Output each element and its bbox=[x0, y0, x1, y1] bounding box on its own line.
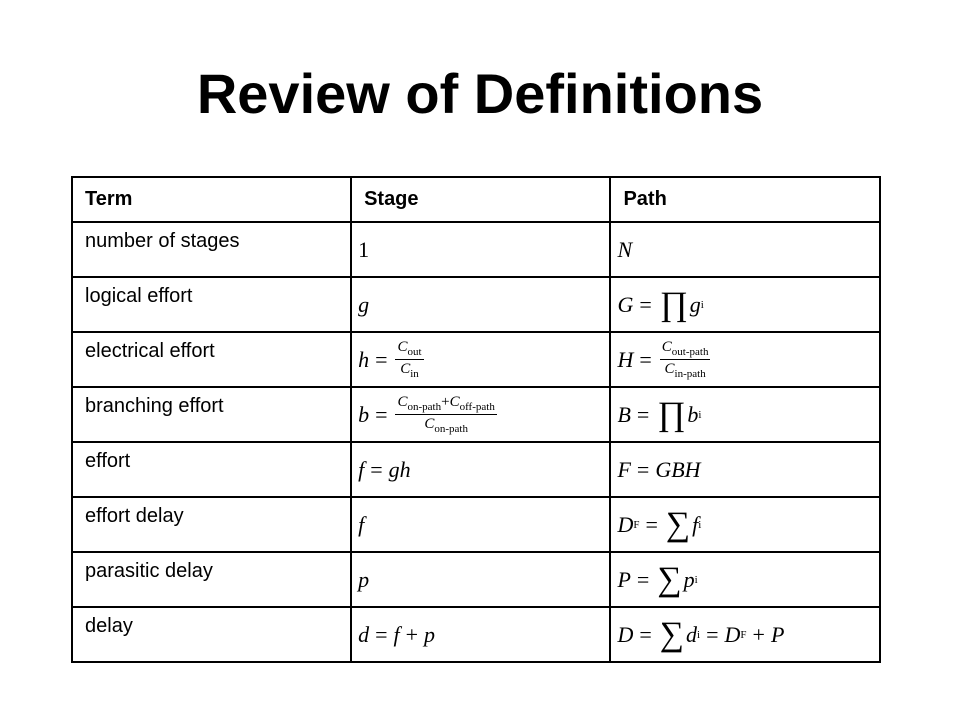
term-label: delay bbox=[85, 615, 133, 637]
stage-lhs: b bbox=[358, 401, 370, 427]
stage-value: f bbox=[358, 511, 365, 537]
header-path: Path bbox=[610, 177, 880, 222]
term-cell bbox=[72, 222, 351, 277]
stage-formula bbox=[351, 442, 610, 497]
path-sub: i bbox=[698, 408, 702, 421]
stage-formula bbox=[351, 277, 610, 332]
header-stage: Stage bbox=[351, 177, 610, 222]
fraction bbox=[660, 339, 711, 380]
term-label: branching effort bbox=[85, 395, 224, 417]
stage-value: 1 bbox=[358, 236, 370, 262]
stage-formula bbox=[351, 387, 610, 442]
stage-term: p bbox=[424, 621, 436, 647]
subscript: out bbox=[407, 346, 422, 358]
subscript: in-path bbox=[674, 368, 706, 380]
stage-value: g bbox=[358, 291, 370, 317]
term-cell bbox=[72, 332, 351, 387]
table-row bbox=[72, 332, 880, 387]
equals-sign: = bbox=[706, 621, 719, 647]
path-lhs: G bbox=[617, 291, 634, 317]
plus-sign: + bbox=[752, 621, 765, 647]
fraction bbox=[395, 339, 423, 380]
stage-formula bbox=[351, 332, 610, 387]
term-cell bbox=[72, 387, 351, 442]
product-symbol: ∏ bbox=[659, 285, 688, 323]
symbol: C bbox=[449, 394, 460, 410]
equals-sign: = bbox=[375, 401, 388, 427]
stage-lhs: h bbox=[358, 346, 370, 372]
subscript: off-path bbox=[459, 401, 495, 413]
page-title: Review of Definitions bbox=[196, 62, 764, 125]
stage-formula bbox=[351, 497, 610, 552]
term-label: parasitic delay bbox=[85, 560, 213, 582]
stage-formula bbox=[351, 552, 610, 607]
path-value: N bbox=[617, 236, 633, 262]
symbol: C bbox=[400, 361, 411, 377]
symbol: C bbox=[664, 361, 675, 377]
numerator bbox=[395, 394, 496, 415]
path-sub: i bbox=[697, 628, 701, 641]
table-row bbox=[72, 222, 880, 277]
equals-sign: = bbox=[639, 291, 652, 317]
term-label: logical effort bbox=[85, 285, 193, 307]
path-end: P bbox=[770, 621, 785, 647]
path-var: b bbox=[687, 401, 699, 427]
term-cell bbox=[72, 497, 351, 552]
header-term: Term bbox=[72, 177, 351, 222]
path-sub: i bbox=[700, 298, 704, 311]
path-rhs: GBH bbox=[655, 456, 701, 482]
table-row bbox=[72, 277, 880, 332]
table-row bbox=[72, 442, 880, 497]
path-formula bbox=[610, 222, 880, 277]
term-cell bbox=[72, 277, 351, 332]
numerator bbox=[395, 339, 423, 360]
path-sub: i bbox=[698, 518, 702, 531]
denominator bbox=[663, 360, 708, 380]
subscript: out-path bbox=[671, 346, 709, 358]
path-lhs: H bbox=[617, 346, 634, 372]
path-mid: D bbox=[724, 621, 741, 647]
denominator bbox=[398, 360, 421, 380]
term-label: number of stages bbox=[85, 230, 240, 252]
path-formula bbox=[610, 497, 880, 552]
path-lhs: F bbox=[617, 456, 631, 482]
symbol: C bbox=[424, 416, 435, 432]
equals-sign: = bbox=[639, 621, 652, 647]
sum-symbol: ∑ bbox=[657, 560, 682, 598]
stage-value: p bbox=[358, 566, 370, 592]
term-cell bbox=[72, 442, 351, 497]
plus-sign: + bbox=[405, 621, 419, 647]
plus-sign: + bbox=[441, 394, 450, 410]
path-formula bbox=[610, 332, 880, 387]
stage-formula bbox=[351, 607, 610, 662]
stage-formula bbox=[351, 222, 610, 277]
path-formula bbox=[610, 277, 880, 332]
equals-sign: = bbox=[375, 346, 388, 372]
stage-lhs: d bbox=[358, 621, 370, 647]
stage-term: f bbox=[393, 621, 400, 647]
path-var: d bbox=[686, 621, 698, 647]
subscript: on-path bbox=[434, 423, 468, 435]
stage-lhs: f bbox=[358, 456, 365, 482]
symbol: C bbox=[661, 339, 672, 355]
path-var: p bbox=[683, 566, 695, 592]
equals-sign: = bbox=[370, 456, 383, 482]
symbol: C bbox=[397, 339, 408, 355]
numerator bbox=[660, 339, 711, 360]
path-formula bbox=[610, 387, 880, 442]
path-formula bbox=[610, 552, 880, 607]
path-lhs: B bbox=[617, 401, 631, 427]
subscript: on-path bbox=[407, 401, 442, 413]
path-lhs: P bbox=[617, 566, 631, 592]
term-cell bbox=[72, 552, 351, 607]
table-row bbox=[72, 607, 880, 662]
path-var: g bbox=[689, 291, 701, 317]
sum-symbol: ∑ bbox=[659, 615, 685, 653]
term-cell bbox=[72, 607, 351, 662]
table-header-row bbox=[72, 177, 880, 222]
stage-rhs: gh bbox=[388, 456, 411, 482]
path-var: f bbox=[692, 511, 699, 537]
subscript: in bbox=[410, 368, 419, 380]
term-label: effort bbox=[85, 450, 131, 472]
equals-sign: = bbox=[645, 511, 658, 537]
path-lhs-sub: F bbox=[633, 518, 640, 531]
table-row bbox=[72, 552, 880, 607]
denominator bbox=[422, 415, 470, 435]
table-row bbox=[72, 387, 880, 442]
term-label: electrical effort bbox=[85, 340, 215, 362]
path-mid-sub: F bbox=[740, 628, 747, 641]
equals-sign: = bbox=[636, 566, 650, 592]
path-formula bbox=[610, 442, 880, 497]
path-sub: i bbox=[694, 573, 698, 586]
definitions-table bbox=[71, 176, 881, 663]
fraction bbox=[395, 394, 496, 435]
path-formula bbox=[610, 607, 880, 662]
product-symbol: ∏ bbox=[657, 395, 686, 433]
path-lhs: D bbox=[617, 511, 634, 537]
equals-sign: = bbox=[636, 456, 650, 482]
equals-sign: = bbox=[639, 346, 652, 372]
path-lhs: D bbox=[617, 621, 634, 647]
equals-sign: = bbox=[375, 621, 388, 647]
term-label: effort delay bbox=[85, 505, 184, 527]
symbol: C bbox=[397, 394, 408, 410]
sum-symbol: ∑ bbox=[665, 505, 691, 543]
equals-sign: = bbox=[636, 401, 650, 427]
table-row bbox=[72, 497, 880, 552]
